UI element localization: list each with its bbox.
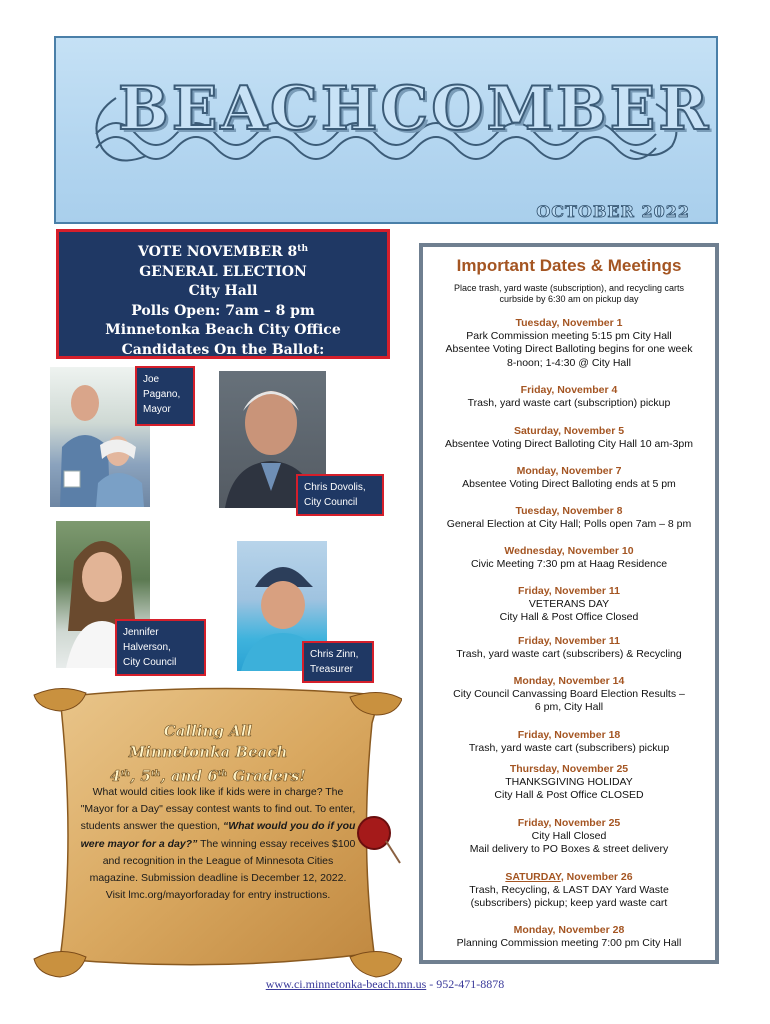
vote-line-location: City Hall [188, 283, 258, 300]
event-text: Trash, yard waste cart (subscribers) & Recycling [456, 648, 682, 661]
event-text: Mail delivery to PO Boxes & street delivery [469, 843, 669, 856]
contest-body [80, 784, 356, 904]
wax-seal [358, 817, 390, 849]
vote-date-text: VOTE NOVEMBER 8 [137, 244, 298, 260]
event-text: Absentee Voting Direct Balloting City Hall 10 am-3pm [444, 438, 694, 451]
event-date: Monday, November 28 [513, 924, 625, 936]
event-item [427, 763, 711, 803]
contest-title-line1: Calling All [163, 722, 253, 740]
caption-chris-zinn [302, 641, 374, 683]
event-item [427, 545, 711, 571]
phone-number: 952-471-8878 [436, 977, 505, 991]
website-link[interactable]: www.ci.minnetonka-beach.mn.us [265, 977, 427, 991]
vote-line-candidates: Candidates On the Ballot: [121, 341, 325, 358]
event-item [427, 635, 711, 661]
masthead [54, 36, 718, 224]
caption-role: Treasurer [310, 664, 353, 675]
caption-name: Chris Zinn, [310, 649, 359, 660]
event-date: Tuesday, November 8 [515, 505, 623, 517]
event-text: Civic Meeting 7:30 pm at Haag Residence [470, 558, 668, 571]
caption-name-2: Halverson, [123, 642, 171, 653]
event-text: City Hall & Post Office CLOSED [494, 789, 644, 802]
issue-date: OCTOBER 2022 [536, 202, 690, 221]
caption-name: Chris Dovolis, [304, 482, 366, 493]
event-text: City Council Canvassing Board Election Results – [453, 688, 685, 701]
event-date: Friday, November 25 [517, 817, 621, 829]
event-date: Friday, November 4 [520, 384, 618, 396]
footer-separator: - [426, 977, 437, 991]
vote-line-hours: Polls Open: 7am – 8 pm [131, 302, 315, 319]
event-date: Monday, November 7 [516, 465, 622, 477]
vote-line-election: GENERAL ELECTION [139, 263, 307, 280]
event-text: Trash, yard waste cart (subscribers) pickup [468, 742, 670, 755]
event-date: Thursday, November 25 [509, 763, 629, 775]
caption-chris-dovolis [296, 474, 384, 516]
event-text: Trash, yard waste cart (subscription) pickup [467, 397, 671, 410]
event-item [427, 729, 711, 755]
event-date [427, 871, 711, 884]
event-text: Absentee Voting Direct Balloting ends at 5 pm [462, 478, 676, 491]
event-item [427, 871, 711, 911]
dates-title: Important Dates & Meetings [456, 256, 682, 275]
essay-contest-scroll [20, 683, 402, 985]
event-item [427, 924, 711, 950]
event-date-underlined: SATURDAY [505, 871, 561, 883]
event-item [427, 317, 711, 370]
vote-line-date [59, 240, 387, 263]
event-text: City Hall Closed [531, 830, 607, 843]
event-date: Friday, November 11 [518, 585, 620, 597]
event-date: Saturday, November 5 [513, 425, 625, 437]
contest-question: “What would you do if you were mayor for a day?” [80, 820, 356, 850]
event-item [427, 817, 711, 857]
caption-name-2: Pagano, [143, 389, 181, 400]
event-text: Planning Commission meeting 7:00 pm City Hall [456, 937, 682, 950]
important-dates-panel [419, 243, 719, 964]
event-text: Park Commission meeting 5:15 pm City Hall [466, 330, 672, 343]
event-date: Friday, November 18 [517, 729, 621, 741]
event-item [427, 425, 711, 451]
caption-jennifer-halverson [115, 619, 206, 676]
event-text: Absentee Voting Direct Balloting begins for one week [445, 343, 693, 356]
event-text: Trash, Recycling, & LAST DAY Yard Waste [469, 884, 669, 897]
event-text: (subscribers) pickup; keep yard waste cart [470, 897, 668, 910]
contest-title-line2: Minnetonka Beach [128, 743, 288, 761]
event-text: 8-noon; 1-4:30 @ City Hall [507, 356, 631, 369]
contest-title [108, 721, 308, 787]
contest-title-line3: 4th, 5th, and 6th Graders! [110, 767, 306, 785]
footer [0, 977, 770, 992]
event-date: Tuesday, November 1 [515, 317, 623, 329]
event-text: General Election at City Hall; Polls open 7am – 8 pm [446, 518, 692, 531]
dates-subtitle: Place trash, yard waste (subscription), and recycling carts curbside by 6:30 am on pickup day [453, 283, 685, 304]
event-item [427, 675, 711, 715]
caption-role: City Council [304, 497, 358, 508]
newsletter-title: BEACHCOMBER [118, 74, 712, 144]
caption-role: City Council [123, 657, 177, 668]
event-date-rest: , November 26 [560, 871, 633, 883]
contest-body-intro: What would cities look like if kids were in charge? The "Mayor for a Day" essay contest wants to find out. To enter, students answer the question, [80, 786, 356, 833]
event-date: Friday, November 11 [518, 635, 620, 647]
event-text: VETERANS DAY [528, 598, 610, 611]
event-item [427, 465, 711, 491]
event-item [427, 384, 711, 410]
event-date: Wednesday, November 10 [504, 545, 634, 557]
event-date: Monday, November 14 [513, 675, 625, 687]
caption-name: Jennifer [123, 627, 159, 638]
event-text: 6 pm, City Hall [534, 701, 604, 714]
caption-name: Joe [143, 374, 160, 385]
contest-body-details: The winning essay receives $100 and recognition in the League of Minnesota Cities magazine. Submission deadline is December 12, 2022. Visit lmc.org/mayorforaday for entry instructions. [89, 837, 356, 902]
event-item [427, 505, 711, 531]
caption-joe-pagano [135, 366, 195, 426]
caption-role: Mayor [143, 404, 171, 415]
event-text: THANKSGIVING HOLIDAY [505, 776, 633, 789]
event-item [427, 585, 711, 625]
vote-line-office: Minnetonka Beach City Office [105, 322, 341, 339]
event-text: City Hall & Post Office Closed [499, 611, 639, 624]
vote-announcement [56, 229, 390, 359]
vote-date-suffix: th [297, 244, 308, 254]
